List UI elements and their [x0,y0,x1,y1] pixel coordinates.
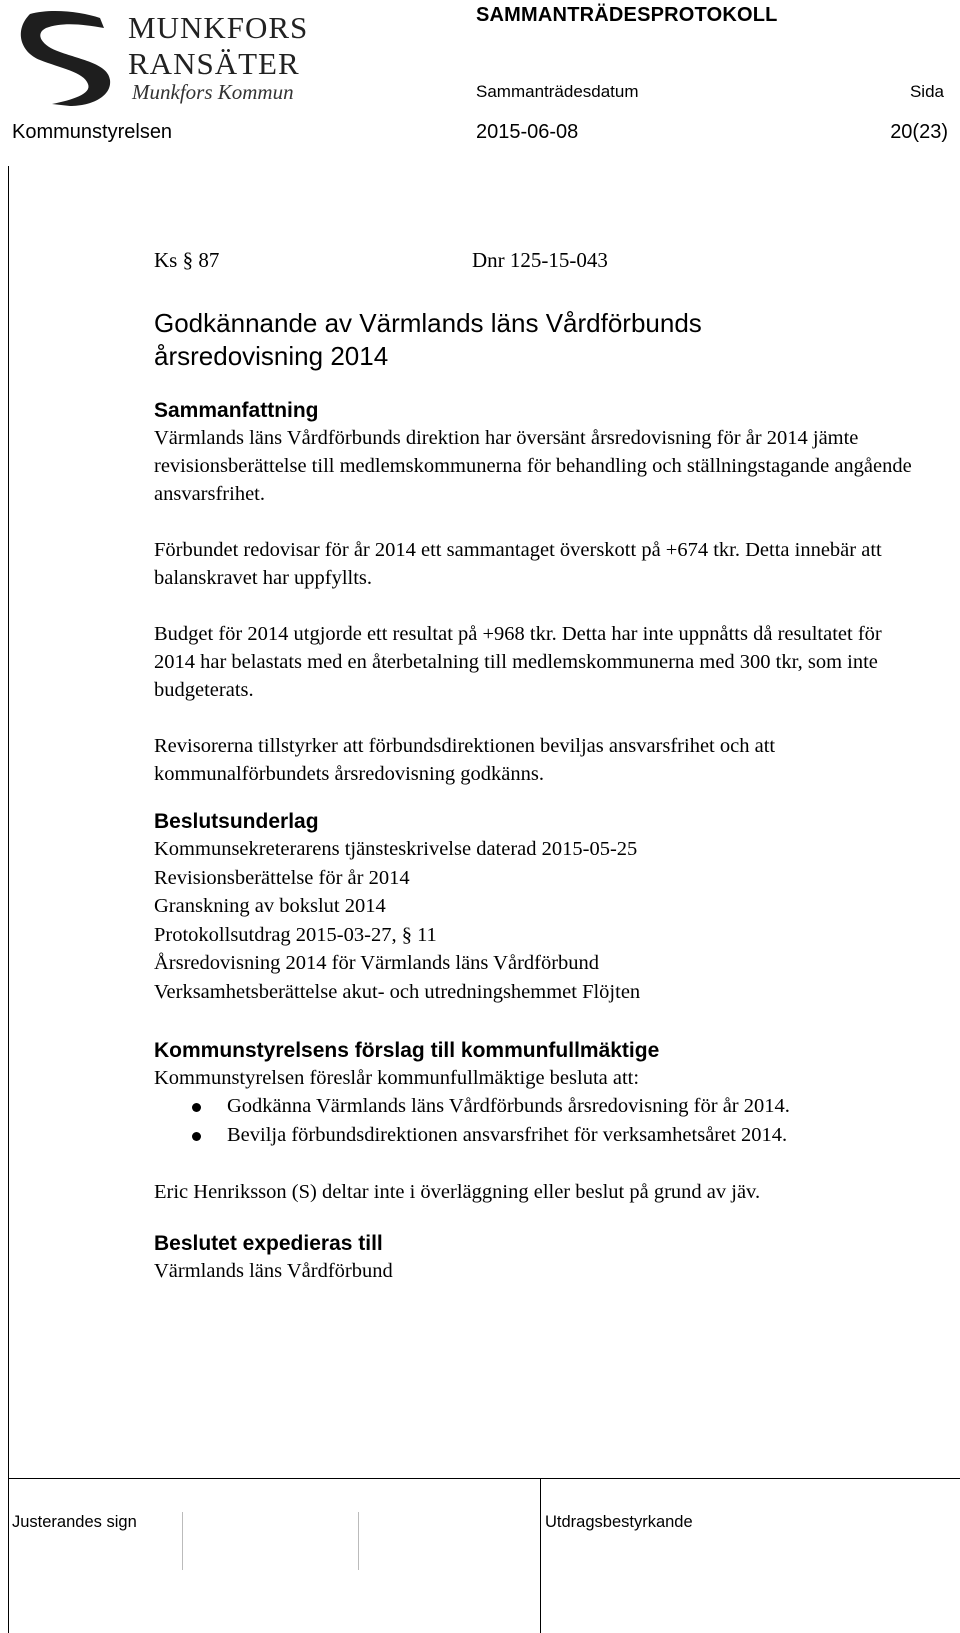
summary-paragraph-3: Budget för 2014 utgjorde ett resultat på +968 tkr. Detta har inte uppnåtts då resultatet för 2014 har belastats med en återbetalning till medlemskommunerna med 300 tkr, som inte budgeterats. [154,623,882,701]
basis-list [154,835,914,1007]
proposal-bullet-text: Bevilja förbundsdirektionen ansvarsfrihet för verksamhetsåret 2014. [227,1123,788,1146]
proposal-intro: Kommunstyrelsen föreslår kommunfullmäktige besluta att: [154,1066,640,1089]
footer-divider-rule [540,1478,541,1633]
diary-number: Dnr 125-15-043 [472,248,608,272]
item-reference-row [154,248,914,273]
meeting-date-label: Sammanträdesdatum [476,82,639,101]
basis-item: Årsredovisning 2014 för Värmlands läns Vårdförbund [154,952,600,975]
basis-item: Granskning av bokslut 2014 [154,895,386,918]
case-reference: Ks § 87 [154,248,220,272]
basis-heading: Beslutsunderlag [154,810,319,833]
summary-paragraph-2: Förbundet redovisar för år 2014 ett sammantaget överskott på +674 tkr. Detta innebär att balanskravet har uppfyllts. [154,539,882,589]
basis-item: Verksamhetsberättelse akut- och utredningshemmet Flöjten [154,980,641,1003]
bullet-icon [192,1132,201,1141]
item-title-line-1: Godkännande av Värmlands läns Vårdförbunds [154,308,702,338]
left-margin-rule [8,166,9,1478]
proposal-bullet [154,1121,914,1150]
item-title [154,307,914,373]
item-title-line-2: årsredovisning 2014 [154,341,389,371]
municipality-logo [12,6,312,110]
basis-item: Kommunsekreterarens tjänsteskrivelse daterad 2015-05-25 [154,838,638,860]
summary-paragraph-4: Revisorerna tillstyrker att förbundsdirektionen beviljas ansvarsfrihet och att kommunalförbundets årsredovisning godkänns. [154,735,776,785]
proposal-heading: Kommunstyrelsens förslag till kommunfullmäktige [154,1038,660,1062]
summary-paragraph-1: Värmlands läns Vårdförbunds direktion har översänt årsredovisning för år 2014 jämte revisionsberättelse till medlemskommunerna för behandling och ställningstagande angående ansvarsfrihet. [154,427,912,505]
logo-line-ransater: RANSÄTER [128,46,300,81]
adjuster-signature-label: Justerandes sign [12,1513,137,1531]
summary-heading: Sammanfattning [154,399,319,422]
signature-box-1 [182,1512,183,1570]
logo-line-munkfors: MUNKFORS [128,10,309,45]
proposal-list [154,1092,914,1150]
disqualification-note: Eric Henriksson (S) deltar inte i överläggning eller beslut på grund av jäv. [154,1180,761,1203]
page-number: 20(23) [890,121,948,143]
page-label: Sida [909,82,944,101]
dispatch-heading: Beslutet expedieras till [154,1231,383,1255]
document-type: SAMMANTRÄDESPROTOKOLL [476,4,778,26]
extract-certification-label: Utdragsbestyrkande [545,1513,693,1531]
dispatch-recipient: Värmlands läns Vårdförbund [154,1259,393,1282]
signature-box-2 [358,1512,359,1570]
protocol-item [154,248,914,1313]
meeting-date: 2015-06-08 [476,121,579,143]
basis-item: Protokollsutdrag 2015-03-27, § 11 [154,923,437,946]
bullet-icon [192,1103,201,1112]
organisation-name: Kommunstyrelsen [12,121,173,143]
footer-rule [8,1478,960,1479]
basis-item: Revisionsberättelse för år 2014 [154,866,410,889]
logo-line-kommun: Munkfors Kommun [132,80,294,104]
proposal-bullet [154,1092,914,1121]
footer-left-rule [8,1478,9,1633]
proposal-bullet-text: Godkänna Värmlands läns Vårdförbunds årsredovisning för år 2014. [227,1094,790,1117]
